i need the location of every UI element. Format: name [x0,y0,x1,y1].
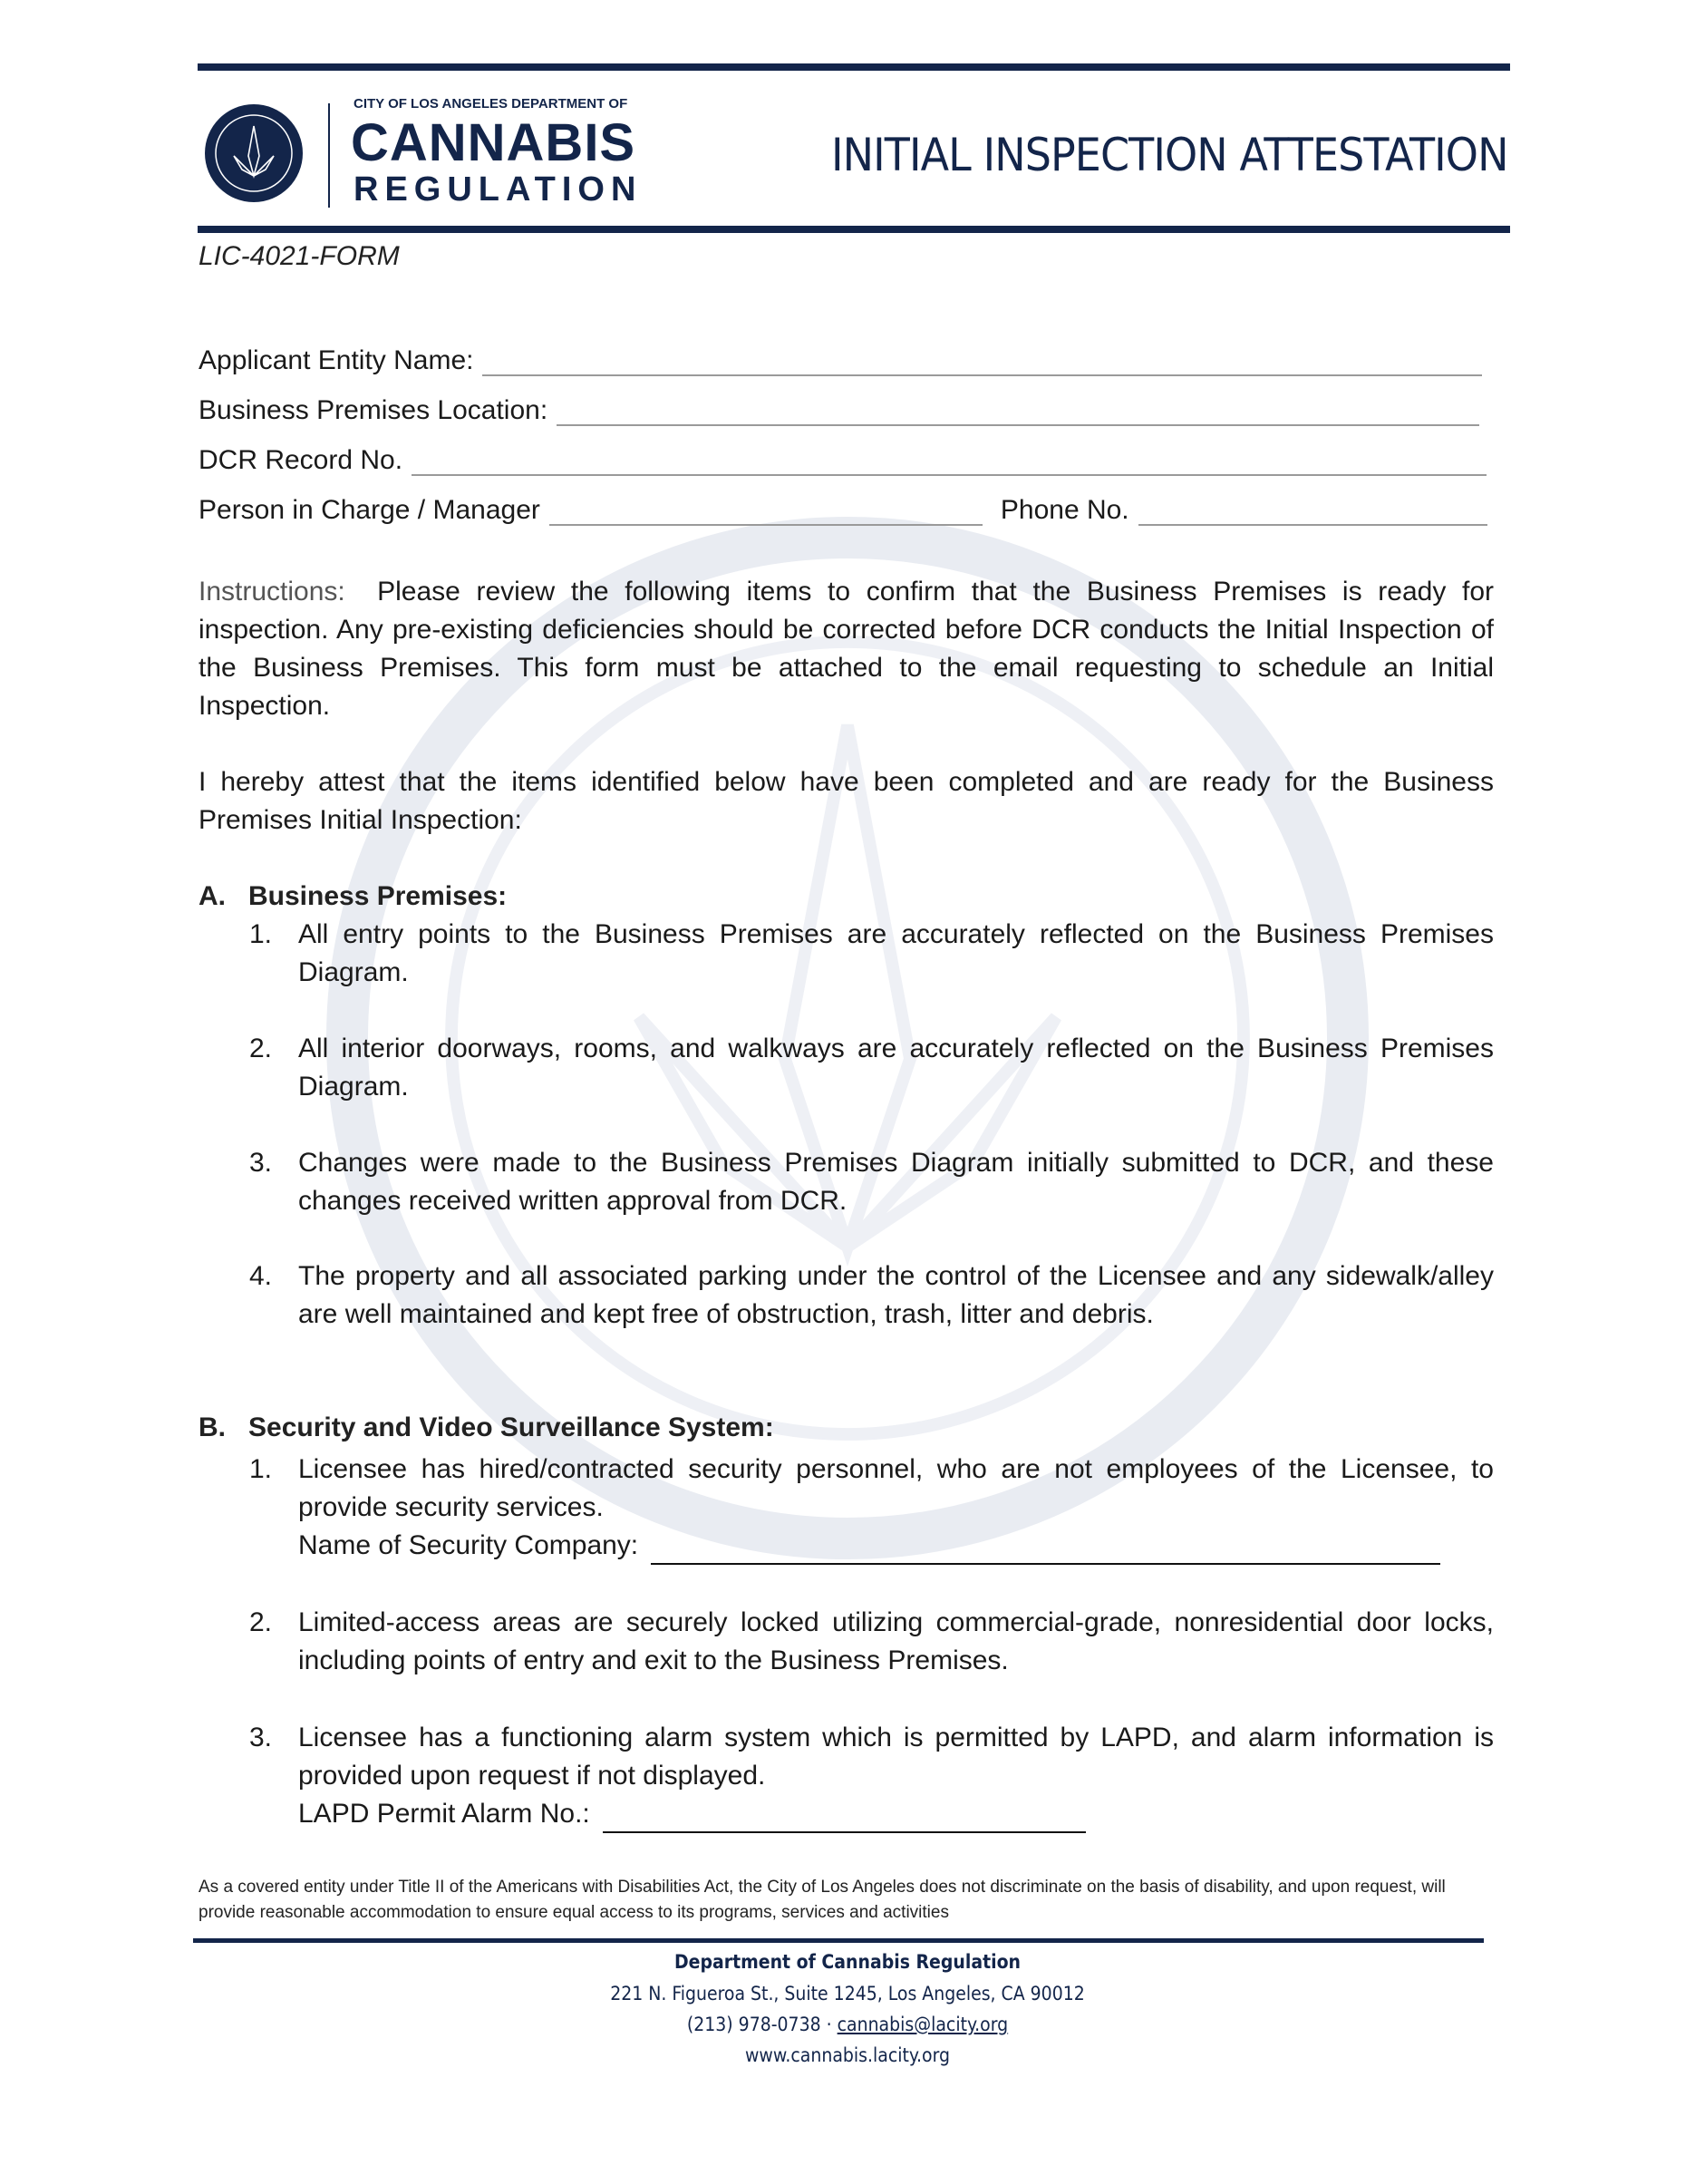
footer-address: 221 N. Figueroa St., Suite 1245, Los Angeles, CA 90012 [610,1983,1085,2004]
item-text: Changes were made to the Business Premises Diagram initially submitted to DCR, and these changes received written approval from DCR. [298,1148,1494,1216]
person-phone-row [199,490,1487,526]
item-number: 3. [249,1148,273,1178]
item-text: The property and all associated parking under the control of the Licensee and any sidewalk/alley are well maintained and kept free of obstruction, trash, litter and debris. [298,1261,1494,1329]
location-field [199,390,1479,426]
footer-phone: (213) 978-0738 · [686,2014,832,2035]
record-field [199,440,1487,476]
logo-top-text: CITY OF LOS ANGELES DEPARTMENT OF [354,96,628,112]
item-text: Limited-access areas are securely locked utilizing commercial-grade, nonresidential door locks, including points of entry and exit to the Business Premises. [298,1607,1494,1675]
list-item [249,1144,1494,1220]
instructions-text: Please review the following items to confirm that the Business Premises is ready for inspection. Any pre-existing deficiencies should be corrected before DCR conducts the Initial Inspection of the Business Premises. This form must be attached to the email requesting to schedule an Initial Inspection. [199,577,1495,721]
item-number: 2. [249,1034,273,1063]
person-label: Person in Charge / Manager [199,495,540,525]
item-text: Licensee has hired/contracted security personnel, who are not employees of the Licensee, to provide security services. [298,1454,1494,1522]
applicant-entity-field [199,340,1482,376]
section-b-letter: B. [199,1412,226,1442]
header-bottom-rule [198,226,1510,233]
logo-main-text: CANNABIS [351,113,636,172]
applicant-input[interactable] [482,349,1482,376]
list-item [249,1451,1494,1565]
security-company-input[interactable] [651,1536,1440,1565]
logo-sub-text: REGULATION [354,170,643,209]
page-title: INITIAL INSPECTION ATTESTATION [831,129,1508,181]
item-number: 3. [249,1723,273,1752]
item-number: 1. [249,919,273,949]
list-item [249,1030,1494,1106]
item-number: 1. [249,1454,273,1484]
applicant-label: Applicant Entity Name: [199,345,474,375]
list-item [249,1257,1494,1334]
security-company-label: Name of Security Company: [298,1530,639,1560]
phone-label: Phone No. [1000,495,1129,525]
alarm-permit-input[interactable] [603,1804,1086,1833]
person-input[interactable] [549,499,983,526]
instructions-label: Instructions: [199,577,345,607]
location-input[interactable] [557,399,1479,426]
alarm-permit-label: LAPD Permit Alarm No.: [298,1799,590,1829]
section-a-title: Business Premises: [248,881,508,911]
location-label: Business Premises Location: [199,395,548,425]
header-top-rule [198,63,1510,71]
list-item [249,1604,1494,1680]
list-item [249,1719,1494,1833]
security-company-field [298,1527,1494,1565]
attestation-text: I hereby attest that the items identified below have been completed and are ready for the Business Premises Initial Inspection: [199,767,1494,835]
footer-dept: Department of Cannabis Regulation [673,1951,1022,1973]
footer-email-link[interactable]: cannabis@lacity.org [837,2014,1009,2035]
item-text: All interior doorways, rooms, and walkways are accurately reflected on the Business Premises Diagram. [298,1034,1494,1102]
record-input[interactable] [412,449,1487,476]
record-label: DCR Record No. [199,445,403,475]
footer-rule [193,1938,1484,1943]
section-a-heading [199,881,507,912]
phone-input[interactable] [1138,499,1487,526]
footer-contact [0,2014,1695,2035]
instructions [199,573,1494,725]
item-number: 2. [249,1607,273,1637]
section-b-title: Security and Video Surveillance System: [248,1412,774,1442]
list-item [249,916,1494,992]
footer-website[interactable]: www.cannabis.lacity.org [744,2044,950,2066]
city-seal-icon [204,103,304,203]
ada-notice: As a covered entity under Title II of the Americans with Disabilities Act, the City of Los Angeles does not discriminate on the basis of disability, and upon request, will provide reasonable accommodation to ensure equal access to its programs, services and activities [199,1878,1446,1922]
logo-divider [328,103,330,208]
item-number: 4. [249,1261,273,1291]
dcr-logo [204,96,643,209]
item-text: Licensee has a functioning alarm system which is permitted by LAPD, and alarm information is provided upon request if not displayed. [298,1723,1494,1791]
section-b-heading [199,1412,774,1443]
alarm-permit-field [298,1795,1494,1833]
form-id: LIC-4021-FORM [199,241,400,271]
item-text: All entry points to the Business Premises are accurately reflected on the Business Premises Diagram. [298,919,1494,987]
section-a-letter: A. [199,881,226,911]
